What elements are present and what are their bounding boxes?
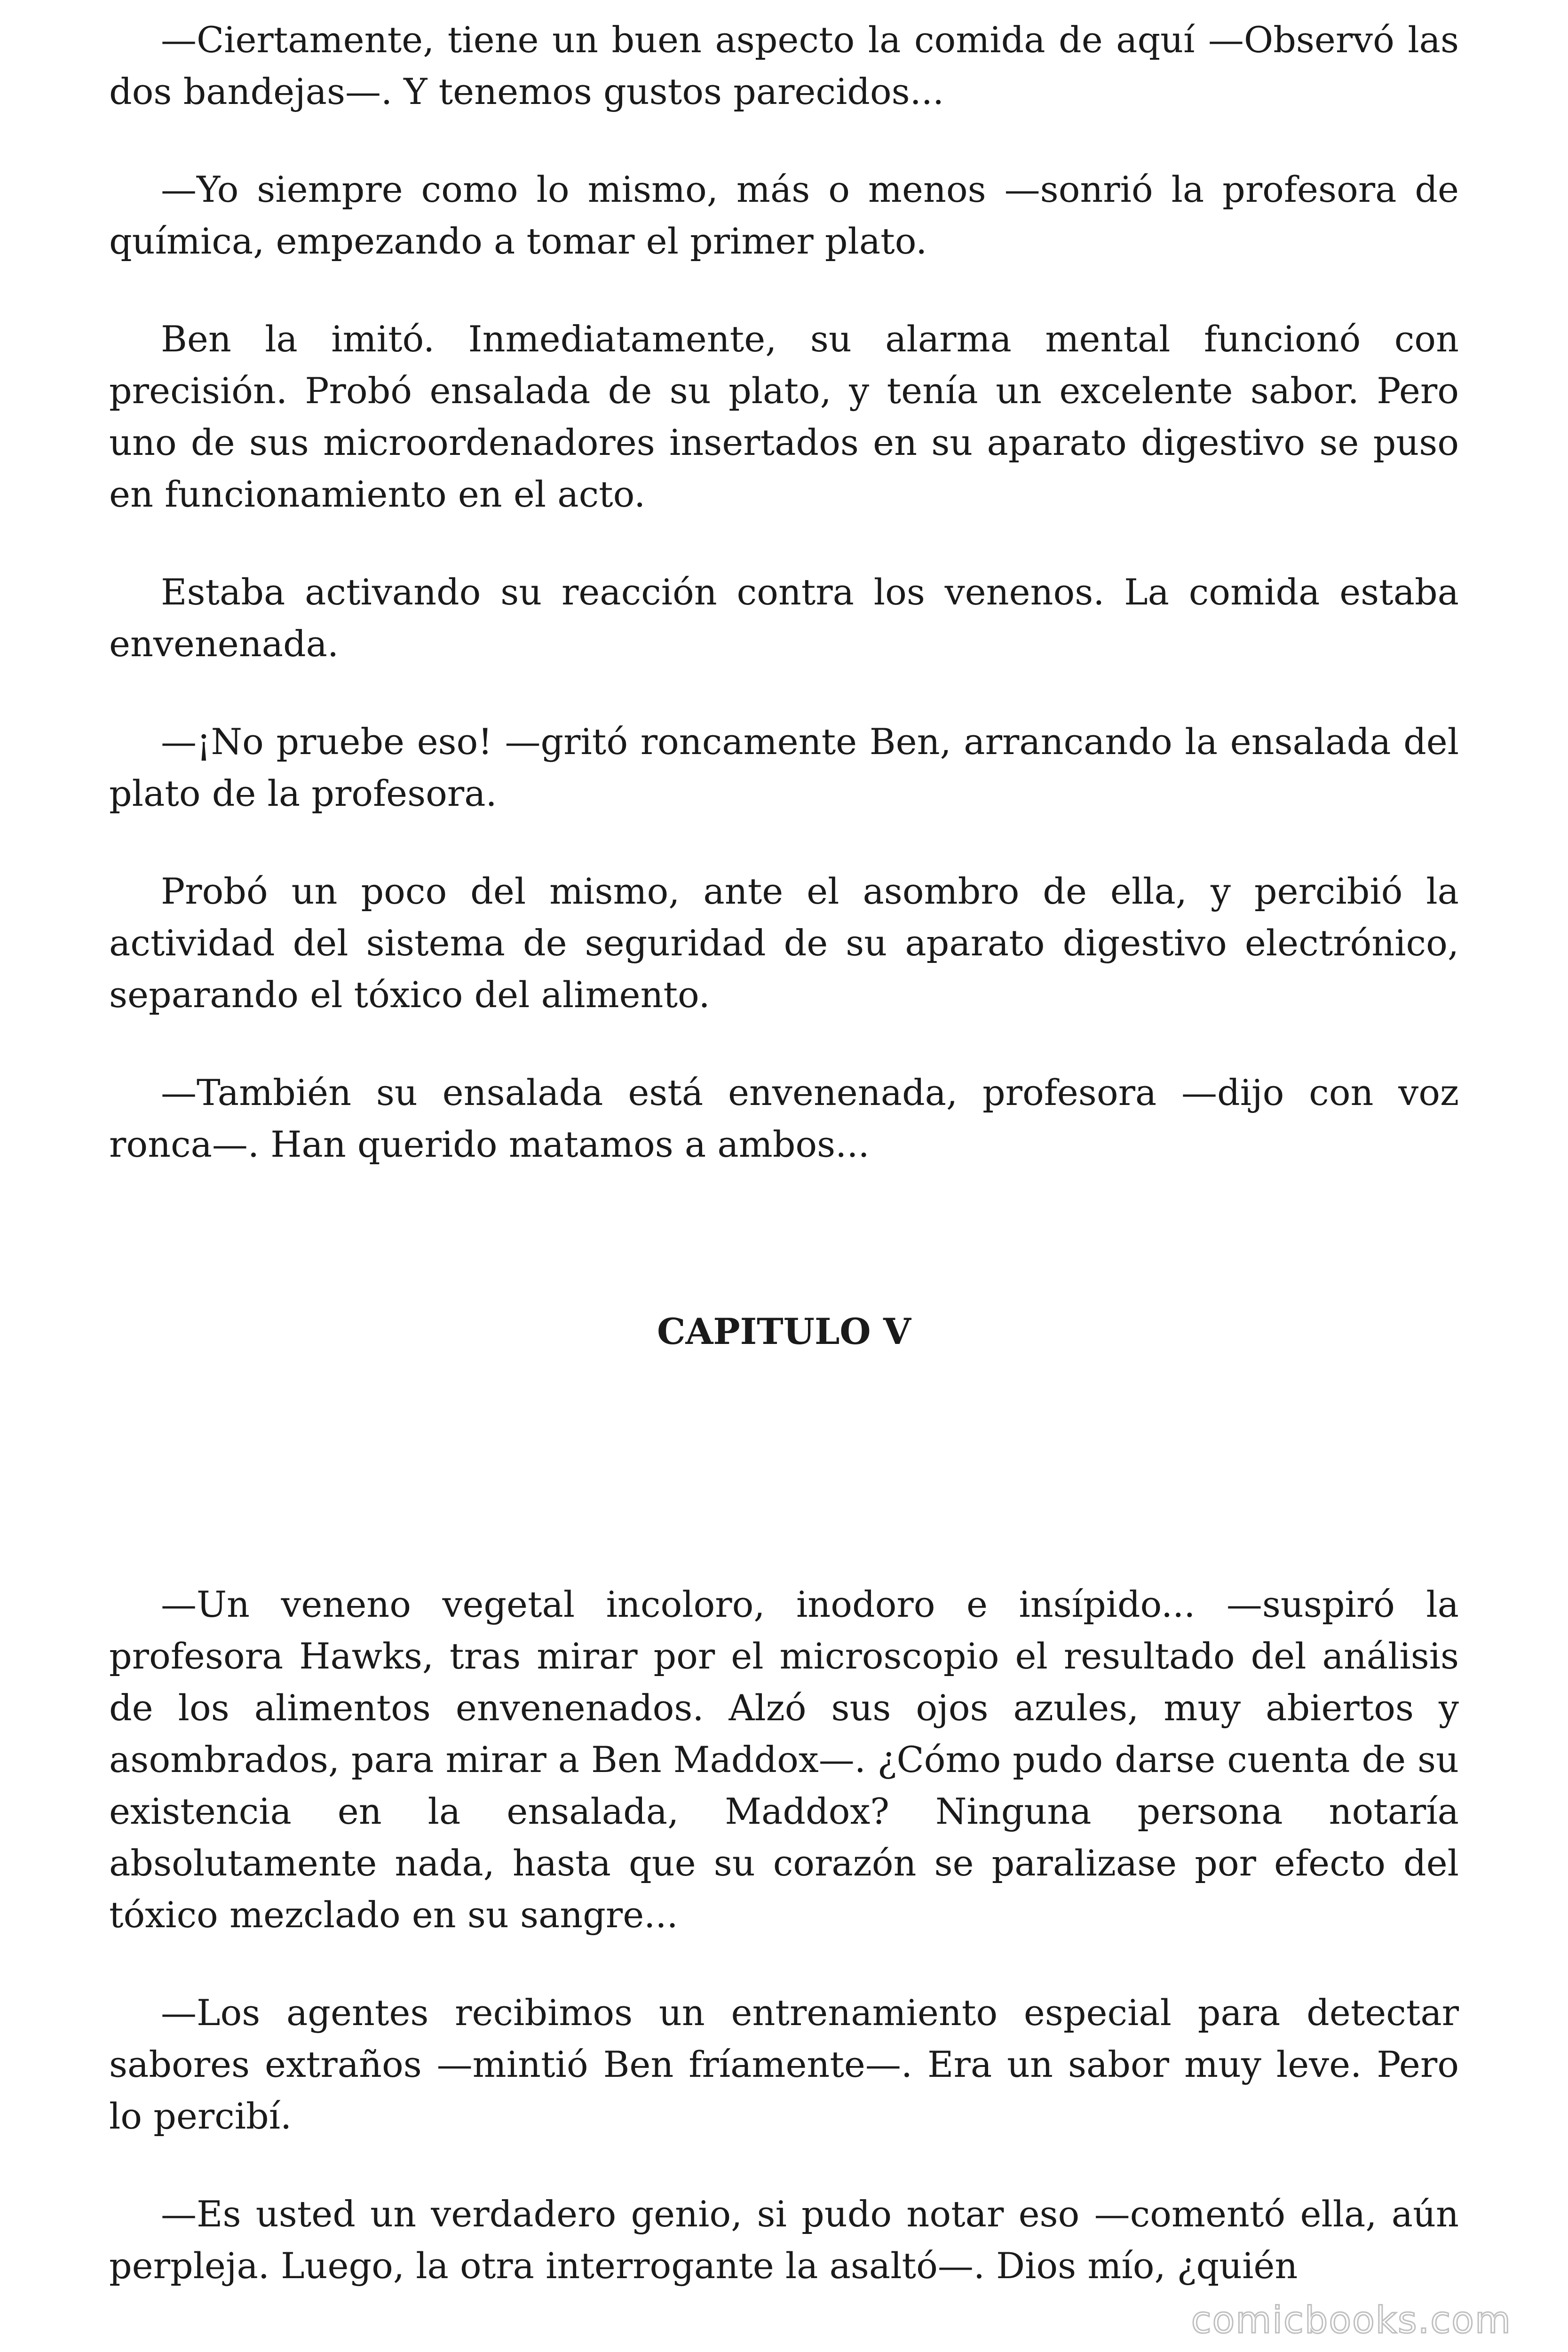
paragraph: —Ciertamente, tiene un buen aspecto la comida de aquí —Observó las dos bandejas—. Y tenemos gustos parecidos... — [109, 19, 1459, 112]
watermark: comicbooks.com — [1191, 2299, 1512, 2342]
paragraph: —También su ensalada está envenenada, profesora —dijo con voz ronca—. Han querido matamos a ambos... — [109, 1072, 1459, 1165]
paragraph: Ben la imitó. Inmediatamente, su alarma mental funcionó con precisión. Probó ensalada de su plato, y tenía un excelente sabor. Pero uno de sus microordenadores insertados en su aparato digestivo se puso en funcionamiento en el acto. — [109, 318, 1459, 515]
paragraph: Estaba activando su reacción contra los venenos. La comida estaba envenenada. — [109, 571, 1459, 665]
paragraph: —Los agentes recibimos un entrenamiento especial para detectar sabores extraños —mintió Ben fríamente—. Era un sabor muy leve. Pero lo percibí. — [109, 1992, 1459, 2137]
text-column — [109, 14, 1459, 2338]
chapter-title: CAPITULO V — [657, 1311, 911, 1352]
paragraph: —Un veneno vegetal incoloro, inodoro e insípido... —suspiró la profesora Hawks, tras mirar por el microscopio el resultado del análisis de los alimentos envenenados. Alzó sus ojos azules, muy abiertos y asombrados, para mirar a Ben Maddox—. ¿Cómo pudo darse cuenta de su existencia en la ensalada, Maddox? Ninguna persona notaría absolutamente nada, hasta que su corazón se paralizase por efecto del tóxico mezclado en su sangre... — [109, 1583, 1459, 1936]
paragraph: —Es usted un verdadero genio, si pudo notar eso —comentó ella, aún perpleja. Luego, la otra interrogante la asaltó—. Dios mío, ¿quién — [109, 2193, 1459, 2287]
chapter-spacer — [109, 1216, 1459, 1306]
paragraph: —¡No pruebe eso! —gritó roncamente Ben, arrancando la ensalada del plato de la profesora. — [109, 721, 1459, 814]
paragraph: —Yo siempre como lo mismo, más o menos —sonrió la profesora de química, empezando a tomar el primer plato. — [109, 168, 1459, 262]
paragraph: Probó un poco del mismo, ante el asombro de ella, y percibió la actividad del sistema de seguridad de su aparato digestivo electrónico, separando el tóxico del alimento. — [109, 870, 1459, 1016]
chapter-spacer — [109, 1358, 1459, 1579]
